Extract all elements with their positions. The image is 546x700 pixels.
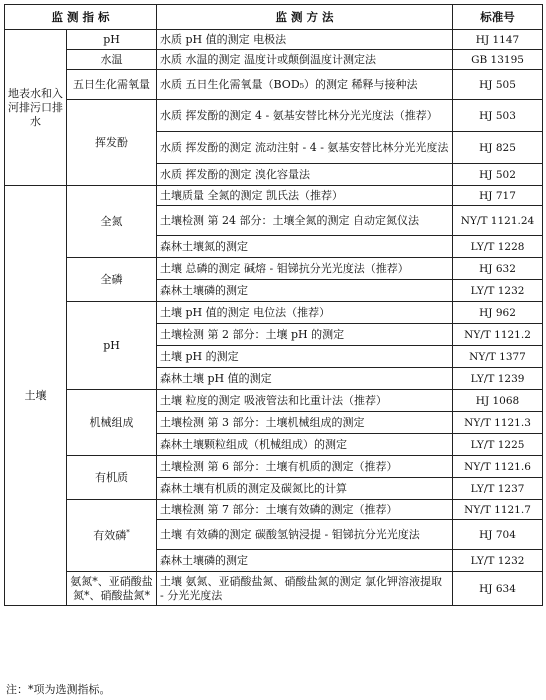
standard-cell: LY/T 1228 (453, 236, 543, 258)
method-cell: 土壤 pH 值的测定 电位法（推荐） (157, 302, 453, 324)
standard-cell: HJ 704 (453, 520, 543, 550)
table-row (5, 302, 543, 324)
optional-marker: * (126, 527, 130, 536)
indicator-cell: 水温 (67, 50, 157, 70)
standard-cell: HJ 717 (453, 186, 543, 206)
method-cell: 水质 挥发酚的测定 4 - 氨基安替比林分光光度法（推荐） (157, 100, 453, 132)
method-cell: 土壤检测 第 7 部分：土壤有效磷的测定（推荐） (157, 500, 453, 520)
method-cell: 水质 挥发酚的测定 流动注射 - 4 - 氨基安替比林分光光度法 (157, 132, 453, 164)
method-cell: 森林土壤氮的测定 (157, 236, 453, 258)
method-cell: 水质 五日生化需氧量（BOD₅）的测定 稀释与接种法 (157, 70, 453, 100)
method-cell: 土壤检测 第 24 部分：土壤全氮的测定 自动定氮仪法 (157, 206, 453, 236)
category-cell: 土壤 (5, 186, 67, 606)
table-row (5, 70, 543, 100)
table-row (5, 390, 543, 412)
method-cell: 森林土壤磷的测定 (157, 550, 453, 572)
indicator-cell: 全氮 (67, 186, 157, 258)
standards-table (4, 4, 543, 606)
method-cell: 土壤检测 第 6 部分：土壤有机质的测定（推荐） (157, 456, 453, 478)
method-cell: 森林土壤有机质的测定及碳氮比的计算 (157, 478, 453, 500)
standard-cell: NY/T 1121.3 (453, 412, 543, 434)
method-cell: 土壤 粒度的测定 吸液管法和比重计法（推荐） (157, 390, 453, 412)
standard-cell: HJ 505 (453, 70, 543, 100)
header-standard: 标准号 (453, 5, 543, 30)
standard-cell: LY/T 1232 (453, 280, 543, 302)
header-method: 监 测 方 法 (157, 5, 453, 30)
method-cell: 土壤质量 全氮的测定 凯氏法（推荐） (157, 186, 453, 206)
standard-cell: HJ 1147 (453, 30, 543, 50)
standard-cell: LY/T 1237 (453, 478, 543, 500)
indicator-cell: pH (67, 30, 157, 50)
indicator-cell: 挥发酚 (67, 100, 157, 186)
table-row (5, 456, 543, 478)
table-row (5, 186, 543, 206)
indicator-cell: 五日生化需氧量 (67, 70, 157, 100)
method-cell: 土壤 pH 的测定 (157, 346, 453, 368)
method-cell: 森林土壤 pH 值的测定 (157, 368, 453, 390)
standard-cell: NY/T 1121.7 (453, 500, 543, 520)
header-row (5, 5, 543, 30)
table-row (5, 572, 543, 606)
method-cell: 土壤 氨氮、亚硝酸盐氮、硝酸盐氮的测定 氯化钾溶液提取 - 分光光度法 (157, 572, 453, 606)
indicator-cell: 有效磷* (67, 500, 157, 572)
indicator-cell: 氨氮*、亚硝酸盐氮*、硝酸盐氮* (67, 572, 157, 606)
indicator-cell: 全磷 (67, 258, 157, 302)
standard-cell: GB 13195 (453, 50, 543, 70)
footnote: 注：*项为选测指标。 (6, 683, 111, 696)
category-cell: 地表水和入河排污口排水 (5, 30, 67, 186)
standard-cell: HJ 502 (453, 164, 543, 186)
method-cell: 水质 挥发酚的测定 溴化容量法 (157, 164, 453, 186)
standard-cell: HJ 825 (453, 132, 543, 164)
standard-cell: NY/T 1377 (453, 346, 543, 368)
table-row (5, 258, 543, 280)
table-row (5, 30, 543, 50)
standard-cell: LY/T 1225 (453, 434, 543, 456)
table-row (5, 100, 543, 132)
header-indicator: 监 测 指 标 (5, 5, 157, 30)
method-cell: 土壤检测 第 2 部分：土壤 pH 的测定 (157, 324, 453, 346)
method-cell: 水质 水温的测定 温度计或颠倒温度计测定法 (157, 50, 453, 70)
method-cell: 森林土壤磷的测定 (157, 280, 453, 302)
standard-cell: LY/T 1239 (453, 368, 543, 390)
standard-cell: HJ 1068 (453, 390, 543, 412)
standard-cell: HJ 632 (453, 258, 543, 280)
standard-cell: HJ 503 (453, 100, 543, 132)
standard-cell: NY/T 1121.24 (453, 206, 543, 236)
standard-cell: LY/T 1232 (453, 550, 543, 572)
standard-cell: NY/T 1121.6 (453, 456, 543, 478)
standard-cell: NY/T 1121.2 (453, 324, 543, 346)
indicator-cell: 有机质 (67, 456, 157, 500)
method-cell: 土壤 有效磷的测定 碳酸氢钠浸提 - 钼锑抗分光光度法 (157, 520, 453, 550)
method-cell: 土壤 总磷的测定 碱熔 - 钼锑抗分光光度法（推荐） (157, 258, 453, 280)
table-row (5, 50, 543, 70)
method-cell: 水质 pH 值的测定 电极法 (157, 30, 453, 50)
indicator-cell: pH (67, 302, 157, 390)
standard-cell: HJ 962 (453, 302, 543, 324)
standard-cell: HJ 634 (453, 572, 543, 606)
method-cell: 土壤检测 第 3 部分：土壤机械组成的测定 (157, 412, 453, 434)
indicator-cell: 机械组成 (67, 390, 157, 456)
table-row (5, 500, 543, 520)
method-cell: 森林土壤颗粒组成（机械组成）的测定 (157, 434, 453, 456)
